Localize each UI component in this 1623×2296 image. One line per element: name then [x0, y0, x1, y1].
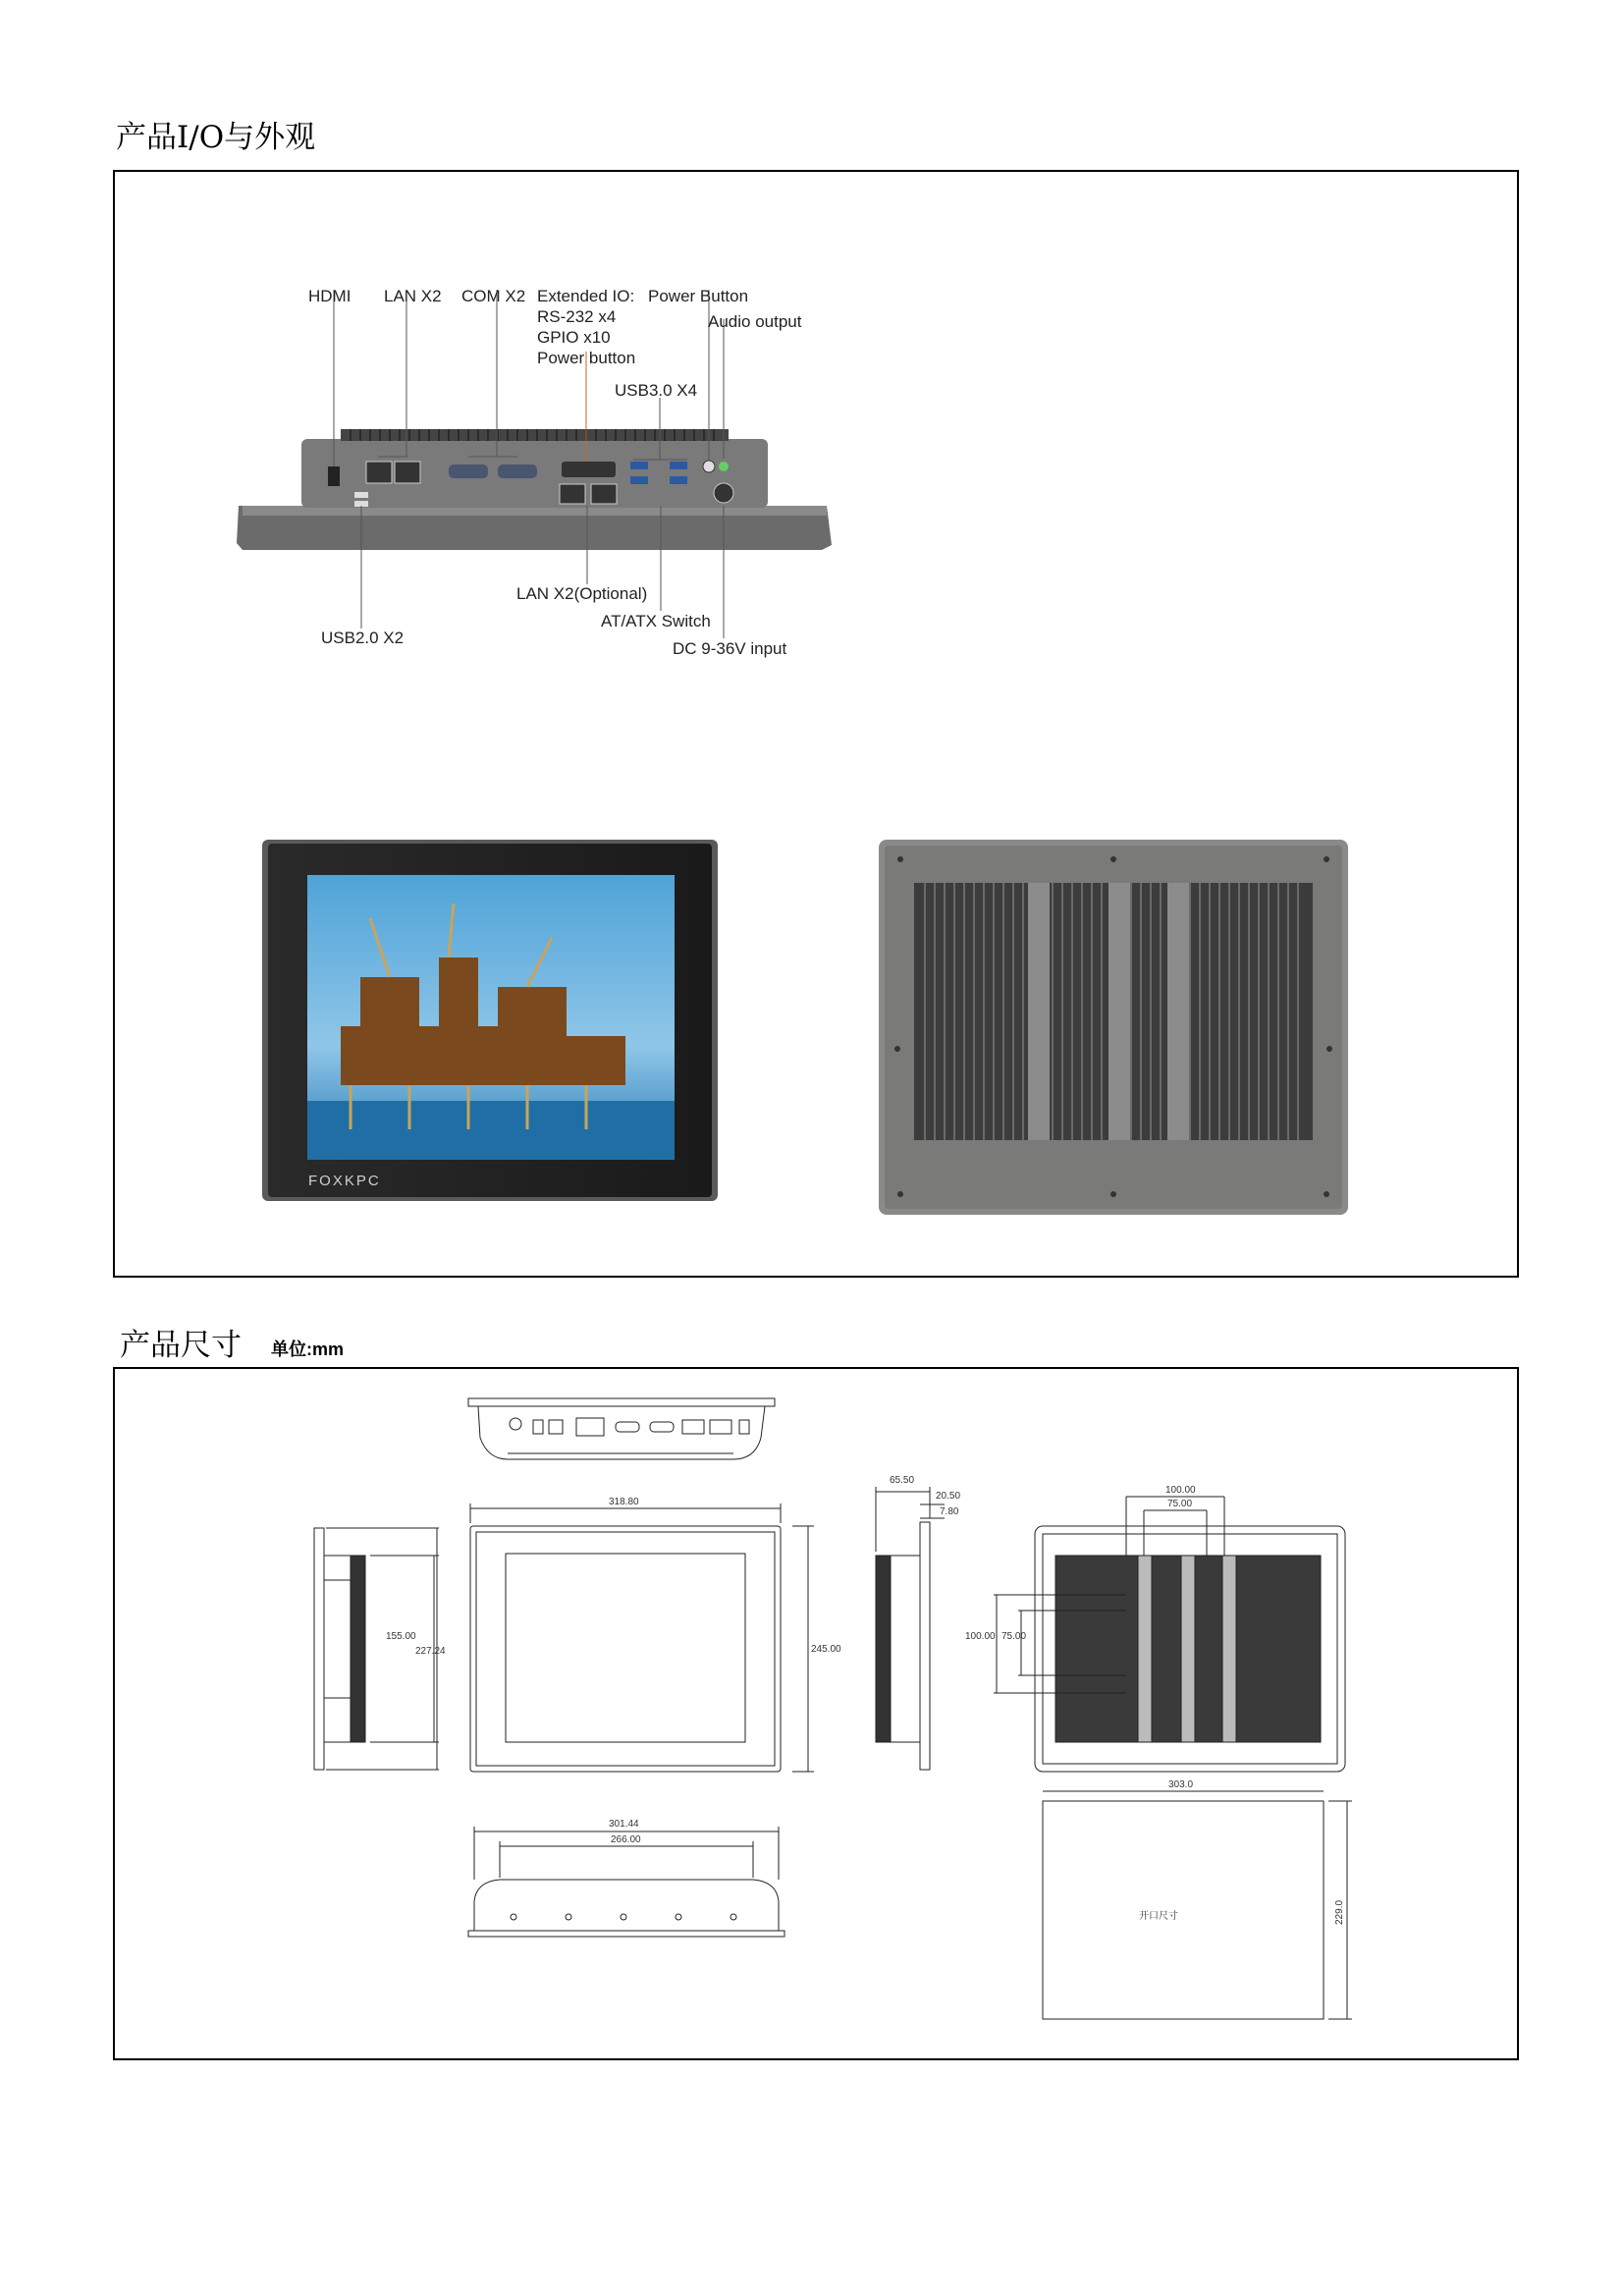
- section-title-dimensions: [120, 1320, 344, 1364]
- chassis-rear-image: [237, 429, 832, 550]
- dim-bottom-w2: 266.00: [611, 1834, 641, 1845]
- rear-view-drawing: [994, 1497, 1345, 1772]
- label-audio-output: Audio output: [708, 312, 802, 331]
- label-atx-switch: AT/ATX Switch: [601, 612, 711, 630]
- brand-logo: FOXKPC: [308, 1173, 381, 1189]
- dim-cutout-width: 303.0: [1168, 1779, 1194, 1790]
- io-diagram: [115, 172, 1517, 1276]
- right-side-view-drawing: [876, 1487, 945, 1770]
- label-usb3: USB3.0 X4: [615, 381, 698, 400]
- label-lan: LAN X2: [384, 287, 442, 305]
- dim-left-inner: 155.00: [386, 1631, 416, 1642]
- dim-left-outer: 227.24: [415, 1646, 446, 1657]
- dim-front-width: 318.80: [609, 1497, 639, 1507]
- label-gpio: GPIO x10: [537, 328, 611, 347]
- cutout-label: 开口尺寸: [1139, 1911, 1178, 1922]
- io-appearance-frame: [113, 170, 1519, 1278]
- label-com: COM X2: [461, 287, 526, 305]
- dim-bottom-w1: 301.44: [609, 1819, 639, 1830]
- dimensions-frame: [113, 1367, 1519, 2060]
- label-ext-power-button: Power button: [537, 349, 636, 367]
- cutout-drawing: [1043, 1791, 1352, 2019]
- section-title-io: 产品I/O与外观: [116, 120, 316, 155]
- dim-back-h2: 75.00: [1001, 1631, 1027, 1642]
- label-extended-io: Extended IO:: [537, 287, 635, 305]
- dimensions-title: 产品尺寸: [120, 1328, 242, 1363]
- label-power-button: Power Button: [648, 287, 749, 305]
- dim-side-c: 7.80: [940, 1506, 959, 1517]
- dim-back-w2: 75.00: [1167, 1499, 1193, 1509]
- rear-panel-image: [879, 840, 1348, 1215]
- dim-cutout-height: 229.0: [1334, 1899, 1345, 1925]
- label-hdmi: HDMI: [308, 287, 352, 305]
- front-panel-image: [262, 840, 718, 1201]
- label-usb2: USB2.0 X2: [321, 629, 405, 647]
- unit-label: 单位:mm: [271, 1339, 345, 1359]
- dim-front-height: 245.00: [811, 1644, 841, 1655]
- dim-back-w1: 100.00: [1165, 1485, 1196, 1496]
- dim-back-h1: 100.00: [965, 1631, 996, 1642]
- dim-side-b: 20.50: [936, 1491, 961, 1502]
- label-lan-optional: LAN X2(Optional): [516, 584, 648, 603]
- front-view-drawing: [470, 1503, 814, 1772]
- label-dc-input: DC 9-36V input: [673, 639, 787, 658]
- dimension-drawing: [115, 1369, 1517, 2058]
- top-view-drawing: [468, 1398, 775, 1459]
- label-rs232: RS-232 x4: [537, 307, 617, 326]
- dim-side-depth: 65.50: [890, 1475, 915, 1486]
